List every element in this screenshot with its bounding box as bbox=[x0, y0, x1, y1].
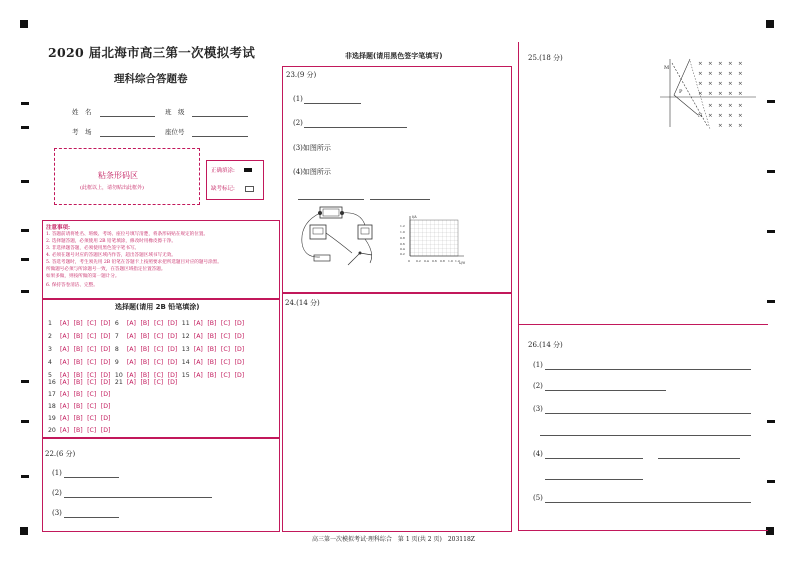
answer-bubble[interactable]: [B] bbox=[207, 320, 217, 327]
page-footer: 高三第一次模拟考试·理科综合 第 1 页(共 2 页) 203118Z bbox=[312, 536, 475, 543]
answer-bubble[interactable]: [C] bbox=[154, 372, 164, 379]
notice-line: 1. 答题前请将姓名、班级、考场、座位号填写清楚，将条形码贴在规定的位置。 bbox=[46, 232, 209, 237]
answer-bubble[interactable]: [B] bbox=[140, 379, 150, 386]
answer-bubble[interactable]: [D] bbox=[234, 359, 245, 366]
answer-bubble[interactable]: [B] bbox=[140, 346, 150, 353]
q23-answer-line-1[interactable] bbox=[304, 103, 361, 104]
column-bottom-border bbox=[518, 530, 768, 531]
answer-bubble[interactable]: [A] bbox=[60, 427, 70, 434]
mc-row bbox=[48, 346, 249, 353]
svg-text:×: × bbox=[718, 61, 723, 67]
graph-x-tick: 0 bbox=[408, 259, 410, 263]
answer-bubble[interactable]: [D] bbox=[100, 359, 111, 366]
answer-bubble[interactable]: [C] bbox=[220, 320, 231, 327]
answer-bubble[interactable]: [A] bbox=[60, 320, 70, 327]
graph-x-tick: 0.8 bbox=[440, 259, 445, 263]
answer-bubble[interactable]: [D] bbox=[100, 372, 111, 379]
q26-answer-line-4[interactable] bbox=[545, 458, 643, 459]
sheet-subtitle: 理科综合答题卷 bbox=[114, 73, 188, 85]
timing-mark bbox=[21, 290, 29, 293]
question-number: 14 bbox=[181, 359, 190, 366]
timing-mark bbox=[767, 480, 775, 483]
notice-title: 注意事项: bbox=[46, 225, 71, 231]
answer-bubble[interactable]: [C] bbox=[154, 379, 164, 386]
answer-bubble[interactable]: [C] bbox=[87, 415, 97, 422]
correct-fill-label: 正确填涂: bbox=[211, 168, 235, 174]
q23-answer-line-3[interactable] bbox=[298, 199, 364, 200]
answer-bubble[interactable]: [A] bbox=[126, 333, 136, 340]
answer-bubble[interactable]: [A] bbox=[60, 415, 70, 422]
graph-y-tick: 0.4 bbox=[400, 247, 405, 251]
answer-bubble[interactable]: [C] bbox=[154, 320, 164, 327]
svg-text:×: × bbox=[708, 91, 713, 97]
mc-header: 选择题(请用 2B 铅笔填涂) bbox=[115, 303, 200, 311]
timing-mark bbox=[767, 300, 775, 303]
question-number: 20 bbox=[48, 427, 56, 434]
notice-line: 所做题号必须与所涂题号一致，在答题区域指定位置答题。 bbox=[46, 267, 166, 272]
registration-mark bbox=[20, 20, 28, 28]
answer-bubble[interactable]: [C] bbox=[87, 403, 97, 410]
timing-mark bbox=[21, 126, 29, 129]
answer-bubble[interactable]: [B] bbox=[140, 359, 150, 366]
answer-bubble[interactable]: [B] bbox=[73, 372, 83, 379]
q26-answer-line-2[interactable] bbox=[545, 390, 666, 391]
answer-bubble[interactable]: [B] bbox=[140, 372, 150, 379]
answer-bubble[interactable]: [A] bbox=[126, 372, 136, 379]
q26-part-5: (5) bbox=[533, 494, 543, 502]
q26-answer-line-5[interactable] bbox=[545, 502, 751, 503]
answer-bubble[interactable]: [D] bbox=[167, 346, 178, 353]
section-divider bbox=[518, 324, 768, 325]
q26-answer-line-4c[interactable] bbox=[545, 479, 643, 480]
svg-text:×: × bbox=[738, 61, 743, 67]
mc-row bbox=[48, 403, 115, 410]
question-number: 12 bbox=[181, 333, 190, 340]
registration-mark bbox=[766, 20, 774, 28]
q26-answer-line-1[interactable] bbox=[545, 369, 751, 370]
question-number: 8 bbox=[114, 346, 119, 353]
q22-answer-line-2[interactable] bbox=[64, 497, 212, 498]
notice-line: 2. 选择题答题，必须使用 2B 铅笔填涂，修改时用橡皮擦干净。 bbox=[46, 239, 176, 244]
svg-text:×: × bbox=[738, 113, 743, 119]
timing-mark bbox=[767, 170, 775, 173]
q26-answer-line-3[interactable] bbox=[545, 413, 751, 414]
answer-bubble[interactable]: [C] bbox=[87, 346, 97, 353]
q24-label: 24.(14 分) bbox=[285, 299, 320, 307]
answer-bubble[interactable]: [B] bbox=[140, 333, 150, 340]
svg-text:×: × bbox=[718, 71, 723, 77]
mc-row bbox=[48, 391, 115, 398]
svg-text:×: × bbox=[698, 61, 703, 67]
svg-text:×: × bbox=[718, 81, 723, 87]
answer-bubble[interactable]: [D] bbox=[100, 346, 111, 353]
registration-mark bbox=[20, 527, 28, 535]
answer-bubble[interactable]: [A] bbox=[193, 320, 203, 327]
seat-field[interactable] bbox=[192, 136, 248, 137]
q23-part-3: (3)如图所示 bbox=[293, 144, 331, 152]
answer-bubble[interactable]: [D] bbox=[100, 427, 111, 434]
mc-row bbox=[48, 415, 115, 422]
registration-mark bbox=[766, 527, 774, 535]
mc-row bbox=[48, 320, 249, 327]
answer-bubble[interactable]: [D] bbox=[234, 320, 245, 327]
answer-bubble[interactable]: [C] bbox=[220, 333, 231, 340]
answer-bubble[interactable]: [A] bbox=[60, 346, 70, 353]
answer-bubble[interactable]: [C] bbox=[87, 379, 97, 386]
answer-bubble[interactable]: [A] bbox=[60, 372, 70, 379]
svg-text:×: × bbox=[728, 91, 733, 97]
q25-label: 25.(18 分) bbox=[528, 54, 563, 62]
q22-part-1: (1) bbox=[52, 469, 62, 477]
mc-row bbox=[48, 333, 249, 340]
exam-room-label: 考 场 bbox=[72, 128, 92, 136]
name-label: 姓 名 bbox=[72, 108, 92, 116]
q26-part-2: (2) bbox=[533, 382, 543, 390]
answer-bubble[interactable]: [C] bbox=[154, 359, 164, 366]
svg-text:×: × bbox=[728, 123, 733, 129]
svg-text:×: × bbox=[738, 81, 743, 87]
timing-mark bbox=[21, 229, 29, 232]
q26-part-1: (1) bbox=[533, 361, 543, 369]
answer-bubble[interactable]: [D] bbox=[100, 391, 111, 398]
q22-answer-line-3[interactable] bbox=[64, 517, 119, 518]
answer-bubble[interactable]: [A] bbox=[126, 359, 136, 366]
question-number: 17 bbox=[48, 391, 56, 398]
name-field[interactable] bbox=[100, 116, 155, 117]
answer-bubble[interactable]: [D] bbox=[234, 346, 245, 353]
graph-x-tick: 1.0 bbox=[448, 259, 453, 263]
graph-y-tick: 0.2 bbox=[400, 252, 405, 256]
notice-line: 4. 必须在题号对应的答题区域内作答，超出答题区域书写无效。 bbox=[46, 253, 176, 258]
answer-bubble[interactable]: [D] bbox=[167, 372, 178, 379]
answer-bubble[interactable]: [D] bbox=[100, 320, 111, 327]
iu-graph bbox=[398, 212, 468, 272]
q23-answer-line-4[interactable] bbox=[370, 199, 430, 200]
timing-mark bbox=[21, 180, 29, 183]
q26-answer-line-3b[interactable] bbox=[540, 435, 751, 436]
q23-answer-line-2[interactable] bbox=[304, 127, 407, 128]
graph-y-tick: 0.8 bbox=[400, 236, 405, 240]
mc-row bbox=[48, 372, 249, 379]
question-number: 5 bbox=[48, 372, 52, 379]
notice-line: 3. 非选择题答题，必须使用黑色签字笔书写。 bbox=[46, 246, 140, 251]
question-number: 18 bbox=[48, 403, 56, 410]
question-number: 7 bbox=[114, 333, 119, 340]
answer-bubble[interactable]: [B] bbox=[73, 333, 83, 340]
answer-bubble[interactable]: [C] bbox=[154, 333, 164, 340]
missing-label: 缺考标记: bbox=[211, 186, 235, 192]
timing-mark bbox=[21, 258, 29, 261]
answer-bubble[interactable]: [C] bbox=[154, 346, 164, 353]
q22-part-2: (2) bbox=[52, 489, 62, 497]
answer-bubble[interactable]: [C] bbox=[87, 391, 97, 398]
answer-bubble[interactable]: [D] bbox=[234, 333, 245, 340]
question-number: 6 bbox=[114, 320, 119, 327]
answer-bubble[interactable]: [B] bbox=[73, 403, 83, 410]
answer-bubble[interactable]: [B] bbox=[73, 391, 83, 398]
answer-bubble[interactable]: [A] bbox=[60, 359, 70, 366]
answer-bubble[interactable]: [D] bbox=[167, 379, 178, 386]
svg-text:×: × bbox=[708, 81, 713, 87]
svg-text:×: × bbox=[718, 123, 723, 129]
answer-bubble[interactable]: [D] bbox=[100, 403, 111, 410]
q24-section bbox=[282, 292, 512, 532]
timing-mark bbox=[21, 475, 29, 478]
graph-x-tick: 0.6 bbox=[432, 259, 437, 263]
question-number: 3 bbox=[48, 346, 52, 353]
svg-text:×: × bbox=[738, 103, 743, 109]
fig25-label-m: M bbox=[664, 65, 670, 71]
q26-answer-line-4b[interactable] bbox=[658, 458, 740, 459]
answer-bubble[interactable]: [D] bbox=[167, 333, 178, 340]
mc-row bbox=[48, 379, 182, 386]
answer-bubble[interactable]: [C] bbox=[220, 372, 231, 379]
answer-bubble[interactable]: [D] bbox=[167, 320, 178, 327]
svg-text:×: × bbox=[698, 81, 703, 87]
answer-bubble[interactable]: [D] bbox=[234, 372, 245, 379]
notice-line: 6. 保持答卷清洁、完整。 bbox=[46, 283, 98, 288]
svg-text:×: × bbox=[708, 71, 713, 77]
graph-x-label: U/V bbox=[459, 261, 466, 265]
question-number: 15 bbox=[181, 372, 190, 379]
question-number: 4 bbox=[48, 359, 52, 366]
answer-bubble[interactable]: [A] bbox=[193, 359, 203, 366]
svg-text:×: × bbox=[728, 81, 733, 87]
column-divider bbox=[518, 42, 519, 530]
answer-bubble[interactable]: [B] bbox=[207, 346, 217, 353]
class-field[interactable] bbox=[192, 116, 248, 117]
svg-text:×: × bbox=[728, 113, 733, 119]
question-number: 11 bbox=[181, 320, 190, 327]
class-label: 班 级 bbox=[165, 108, 185, 116]
answer-bubble[interactable]: [C] bbox=[220, 359, 231, 366]
question-number: 13 bbox=[181, 346, 190, 353]
answer-bubble[interactable]: [D] bbox=[100, 379, 111, 386]
answer-bubble[interactable]: [C] bbox=[87, 359, 97, 366]
question-number: 19 bbox=[48, 415, 56, 422]
answer-bubble[interactable]: [C] bbox=[220, 346, 231, 353]
svg-text:×: × bbox=[728, 103, 733, 109]
timing-mark bbox=[767, 230, 775, 233]
timing-mark bbox=[21, 420, 29, 423]
svg-text:×: × bbox=[718, 103, 723, 109]
svg-text:×: × bbox=[728, 71, 733, 77]
svg-text:×: × bbox=[708, 103, 713, 109]
q23-part-4: (4)如图所示 bbox=[293, 168, 331, 176]
notice-line: 如果多做，则按所做的第一题计分。 bbox=[46, 274, 120, 279]
answer-bubble[interactable]: [D] bbox=[167, 359, 178, 366]
barcode-note: (此框以上，请勿贴出此框外) bbox=[80, 185, 144, 191]
q23-part-2: (2) bbox=[293, 119, 303, 127]
q26-part-4: (4) bbox=[533, 450, 543, 458]
answer-bubble[interactable]: [A] bbox=[126, 346, 136, 353]
exam-title: 2020 届北海市高三第一次模拟考试 bbox=[48, 45, 256, 60]
fig25-label-n: N bbox=[698, 113, 703, 119]
mc-row bbox=[48, 427, 115, 434]
answer-bubble[interactable]: [B] bbox=[73, 359, 83, 366]
answer-bubble[interactable]: [A] bbox=[60, 333, 70, 340]
graph-x-tick: 0.4 bbox=[424, 259, 429, 263]
fig25-label-p: P bbox=[679, 89, 683, 95]
answer-bubble[interactable]: [B] bbox=[73, 379, 83, 386]
question-number: 2 bbox=[48, 333, 52, 340]
timing-mark bbox=[21, 102, 29, 105]
svg-text:×: × bbox=[738, 123, 743, 129]
seat-label: 座位号 bbox=[165, 128, 185, 136]
answer-bubble[interactable]: [B] bbox=[207, 372, 217, 379]
answer-bubble[interactable]: [A] bbox=[60, 403, 70, 410]
q22-label: 22.(6 分) bbox=[45, 450, 76, 458]
correct-fill-mark bbox=[244, 168, 252, 172]
answer-bubble[interactable]: [B] bbox=[73, 415, 83, 422]
question-number: 16 bbox=[48, 379, 56, 386]
answer-bubble[interactable]: [A] bbox=[126, 320, 136, 327]
timing-mark bbox=[767, 420, 775, 423]
answer-bubble[interactable]: [C] bbox=[87, 333, 97, 340]
answer-bubble[interactable]: [B] bbox=[207, 333, 217, 340]
timing-mark bbox=[767, 100, 775, 103]
answer-bubble[interactable]: [B] bbox=[73, 346, 83, 353]
timing-mark bbox=[21, 380, 29, 383]
answer-bubble[interactable]: [B] bbox=[140, 320, 150, 327]
answer-bubble[interactable]: [B] bbox=[73, 320, 83, 327]
answer-bubble[interactable]: [D] bbox=[100, 333, 111, 340]
question-number: 1 bbox=[48, 320, 52, 327]
graph-y-tick: 1.0 bbox=[400, 230, 405, 234]
q22-part-3: (3) bbox=[52, 509, 62, 517]
answer-bubble[interactable]: [B] bbox=[207, 359, 217, 366]
q22-answer-line-1[interactable] bbox=[64, 477, 119, 478]
answer-bubble[interactable]: [A] bbox=[193, 372, 203, 379]
answer-bubble[interactable]: [A] bbox=[60, 379, 70, 386]
barcode-title: 粘条形码区 bbox=[98, 171, 138, 180]
svg-text:×: × bbox=[708, 61, 713, 67]
field-diagram bbox=[650, 55, 760, 135]
graph-y-tick: 0.6 bbox=[400, 242, 405, 246]
svg-text:×: × bbox=[738, 91, 743, 97]
missing-mark-box[interactable] bbox=[245, 186, 254, 192]
question-number: 21 bbox=[114, 379, 123, 386]
svg-text:×: × bbox=[728, 61, 733, 67]
question-number: 10 bbox=[114, 372, 123, 379]
answer-bubble[interactable]: [A] bbox=[193, 333, 203, 340]
svg-text:×: × bbox=[738, 71, 743, 77]
answer-bubble[interactable]: [A] bbox=[126, 379, 136, 386]
graph-y-label: I/A bbox=[412, 215, 417, 219]
svg-text:×: × bbox=[698, 71, 703, 77]
answer-bubble[interactable]: [D] bbox=[100, 415, 111, 422]
q23-label: 23.(9 分) bbox=[286, 71, 317, 79]
graph-y-tick: 1.2 bbox=[400, 224, 405, 228]
circuit-diagram bbox=[290, 203, 390, 273]
answer-bubble[interactable]: [A] bbox=[193, 346, 203, 353]
svg-text:×: × bbox=[718, 91, 723, 97]
svg-text:×: × bbox=[718, 113, 723, 119]
answer-bubble[interactable]: [B] bbox=[73, 427, 83, 434]
q26-label: 26.(14 分) bbox=[528, 341, 563, 349]
exam-room-field[interactable] bbox=[100, 136, 155, 137]
q23-part-1: (1) bbox=[293, 95, 303, 103]
graph-x-tick: 1.2 bbox=[455, 259, 460, 263]
notice-line: 5. 答选考题时，考生须先用 2B 铅笔在答题卡上按照要求把所选题目对应的题号涂黑。 bbox=[46, 260, 222, 265]
svg-text:×: × bbox=[698, 91, 703, 97]
answer-bubble[interactable]: [C] bbox=[87, 427, 97, 434]
nonmc-header: 非选择题(请用黑色签字笔填写) bbox=[345, 52, 443, 60]
mc-row bbox=[48, 359, 249, 366]
question-number: 9 bbox=[114, 359, 119, 366]
q26-part-3: (3) bbox=[533, 405, 543, 413]
answer-bubble[interactable]: [A] bbox=[60, 391, 70, 398]
answer-bubble[interactable]: [C] bbox=[87, 320, 97, 327]
answer-bubble[interactable]: [C] bbox=[87, 372, 97, 379]
svg-text:×: × bbox=[708, 113, 713, 119]
graph-x-tick: 0.2 bbox=[416, 259, 421, 263]
